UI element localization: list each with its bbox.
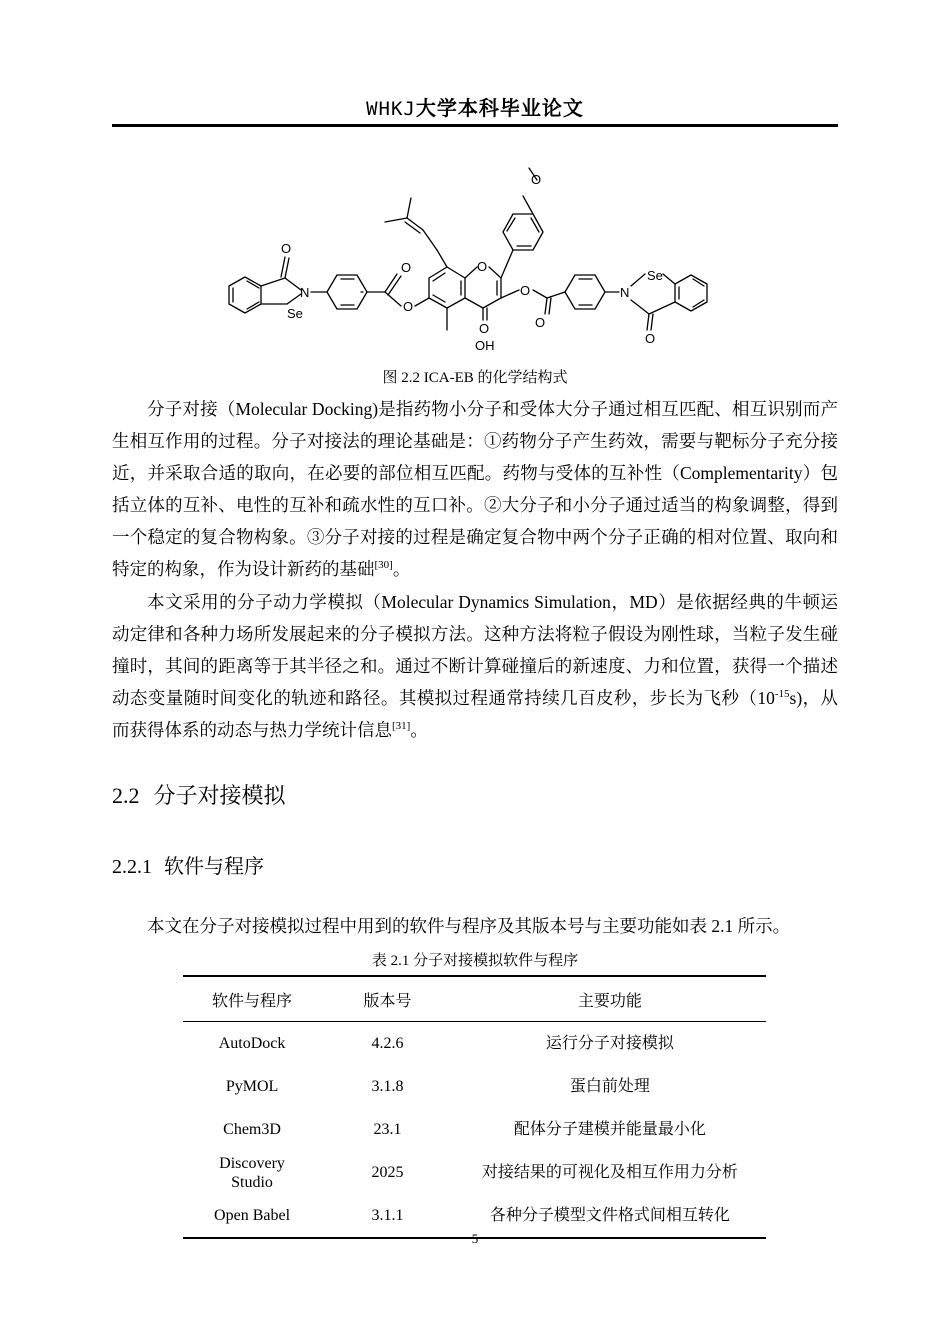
header-rule (112, 124, 838, 127)
running-header (112, 92, 838, 121)
table-header-cell: 软件与程序 (183, 976, 321, 1022)
atom-label-o: O (479, 321, 490, 336)
table-cell-version: 2025 (371, 1164, 404, 1181)
paragraph-text: 分子对接（Molecular Docking)是指药物小分子和受体大分子通过相互匹配、相互识别而产生相互作用的过程。分子对接法的理论基础是：①药物分子产生药效，需要与靶标分子充分接近，并采取合适的取向，在必要的部位相互匹配。药物与受体的互补性（Complementarity）包括立体的互补、电性的互补和疏水性的互口补。②大分子和小分子通过适当的构象调整，得到一个稳定的复合物构象。③分子对接的过程是确定复合物中两个分子正确的相对位置、取向和特定的构象，作为设计新药的基础 (112, 399, 838, 579)
figure-caption: 图 2.2 ICA-EB 的化学结构式 (382, 370, 568, 386)
atom-label-o: O (531, 172, 542, 187)
table-cell-version: 23.1 (373, 1121, 402, 1138)
subsection-heading (112, 850, 264, 879)
software-name: Discovery (219, 1154, 285, 1172)
table-row (183, 1065, 766, 1108)
table-cell-function: 对接结果的可视化及相互作用力分析 (481, 1164, 738, 1181)
citation-ref: [30] (374, 559, 393, 572)
table-cell-version: 3.1.1 (321, 1194, 454, 1238)
table-header-row (183, 976, 766, 1022)
table-cell-name (183, 1022, 321, 1066)
header-title-cn: 大学本科毕业论文 (415, 96, 584, 120)
software-name-line2: Studio (231, 1173, 273, 1191)
atom-label-n: N (620, 285, 630, 300)
table-cell-name (183, 1108, 321, 1151)
table-header-cell: 主要功能 (454, 976, 766, 1022)
table-cell-function: 配体分子建模并能量最小化 (513, 1121, 706, 1138)
citation-ref: [31] (392, 720, 411, 733)
table-caption: 表 2.1 分子对接模拟软件与程序 (371, 953, 579, 969)
software-name: Chem3D (223, 1121, 281, 1138)
table-row (183, 1108, 766, 1151)
table-cell-function: 蛋白前处理 (569, 1078, 650, 1095)
table-cell-name (183, 1151, 321, 1194)
atom-label-o: O (535, 315, 546, 330)
section-heading (112, 779, 286, 810)
paragraph-text: 本文采用的分子动力学模拟（Molecular Dynamics Simulation，MD）是依据经典的牛顿运动定律和各种力场所发展起来的分子模拟方法。这种方法将粒子假设为刚性球，当粒子发生碰撞时，其间的距离等于其半径之和。通过不断计算碰撞后的新速度、力和位置，获得一个描述动态变量随时间变化的轨迹和路径。其模拟过程通常持续几百皮秒，步长为飞秒（10 (112, 592, 838, 708)
software-name: PyMOL (225, 1078, 279, 1095)
software-name: Open Babel (214, 1207, 291, 1224)
atom-label-se: Se (287, 306, 303, 321)
section-title: 分子对接模拟 (153, 783, 286, 808)
atom-label-o: O (281, 241, 292, 256)
software-table (183, 975, 766, 1239)
atom-label-se: Se (647, 268, 663, 283)
atom-label-o: O (477, 259, 488, 274)
exponent: -15 (774, 688, 790, 701)
header-title-en: WHKJ (366, 98, 416, 120)
body-paragraph (112, 393, 838, 585)
paragraph-end: 。 (410, 720, 428, 740)
table-cell-function: 各种分子模型文件格式间相互转化 (454, 1194, 766, 1238)
atom-label-oh: OH (475, 338, 495, 353)
page-number: 5 (471, 1231, 479, 1246)
atom-label-o: O (645, 331, 656, 346)
subsection-number: 2.2.1 (112, 856, 152, 878)
table-row (183, 1022, 766, 1066)
table-cell-name (183, 1065, 321, 1108)
paragraph-end: 。 (392, 559, 411, 579)
atom-label-o: O (520, 283, 531, 298)
table-row (183, 1151, 766, 1194)
chemical-structure-figure (215, 150, 735, 360)
atom-label-o: O (401, 260, 412, 275)
table-header-cell: 版本号 (321, 976, 454, 1022)
software-name: AutoDock (218, 1035, 286, 1052)
body-paragraph: 本文在分子对接模拟过程中用到的软件与程序及其版本号与主要功能如表 2.1 所示。 (147, 916, 791, 936)
section-number: 2.2 (112, 783, 140, 808)
paragraph-text: s)，从而获得体系的动态与热力学统计信息 (112, 688, 839, 740)
table-cell-version: 3.1.8 (371, 1078, 404, 1095)
table-cell-version: 4.2.6 (371, 1035, 404, 1052)
atom-label-n: N (300, 285, 310, 300)
body-paragraph (112, 586, 838, 746)
atom-label-o: O (403, 299, 414, 314)
table-cell-function: 运行分子对接模拟 (545, 1035, 674, 1052)
subsection-title: 软件与程序 (164, 856, 264, 878)
